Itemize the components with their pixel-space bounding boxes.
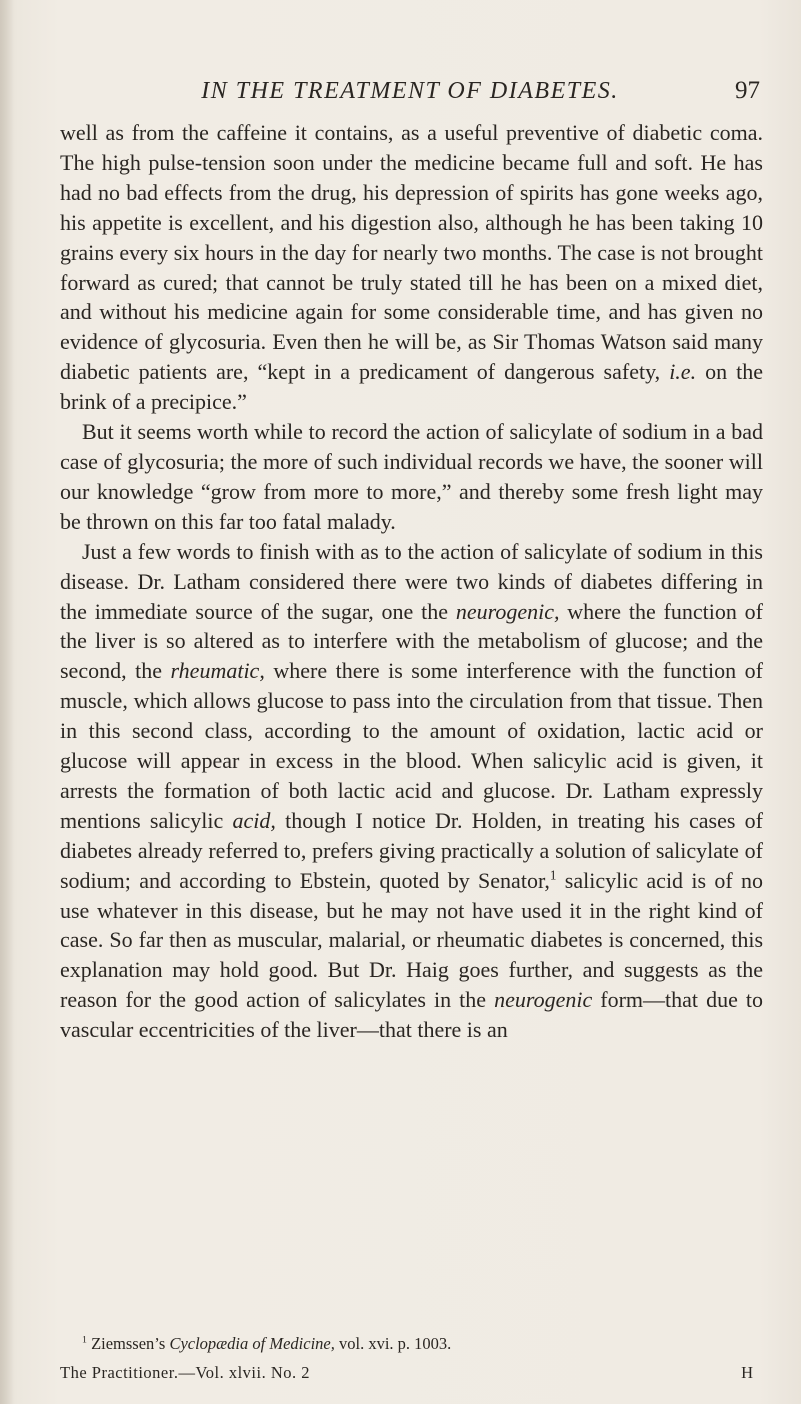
text-run: form—that due to vascular eccentricities of the liver—that there is an (60, 987, 763, 1043)
text-run: where the function of the liver is so altered as to interfere with the metabolism of glucose; and the second, the (60, 598, 764, 684)
page-number: 97 (735, 77, 760, 104)
text-run: vol. xvi. p. 1003. (334, 1334, 452, 1353)
running-head (60, 76, 760, 106)
text-run: where there is some interference with the function of muscle, which allows glucose to pass into the circulation from that tissue. Then in this second class, according to the amount of oxidation, lactic acid or glucose will appear in excess in the blood. When salicylic acid is given, it arrests the formation of both lactic acid and glucose. Dr. Latham expressly mentions salicylic (60, 658, 764, 833)
italic-text: i.e. (669, 359, 697, 385)
signature-line (60, 1361, 763, 1385)
footnote-ref: 1 (549, 867, 557, 883)
italic-text: neurogenic (494, 987, 593, 1013)
text-run: though I notice Dr. Holden, in treating his cases of diabetes already referred to, prefers giving practically a solution of salicylate of sodium; and according to Ebstein, quoted by Senator, (60, 807, 763, 893)
italic-text: acid, (232, 807, 276, 833)
text-run: Just a few words to finish with as to the action of salicylate of sodium in this disease. Dr. Latham considered there were two kinds of diabetes differing in the immediate source of the sugar, one the (60, 538, 763, 624)
body-text (60, 118, 763, 1045)
page-spine-shadow (0, 0, 14, 1404)
text-run: But it seems worth while to record the action of salicylate of sodium in a bad case of glycosuria; the more of such individual records we have, the sooner will our knowledge “grow from more to more,” and thereby some fresh light may be thrown on this far too fatal malady. (60, 419, 763, 534)
text-run: on the brink of a precipice.” (60, 359, 763, 415)
italic-text: neurogenic, (455, 598, 560, 624)
signature-journal: The Practitioner.—Vol. xlvii. No. 2 (60, 1363, 311, 1382)
paragraph (60, 118, 763, 417)
text-run: well as from the caffeine it contains, as a useful preventive of diabetic coma. The high pulse-tension soon under the medicine became full and soft. He has had no bad effects from the drug, his depression of spirits has gone weeks ago, his appetite is excellent, and his digestion also, although he has been taking 10 grains every six hours in the day for nearly two months. The case is not brought forward as cured; that cannot be truly stated till he has been on a mixed diet, and without his medicine again for some considerable time, and has given no evidence of glycosuria. Even then he will be, as Sir Thomas Watson said many diabetic patients are, “kept in a predicament of dangerous safety, (60, 120, 763, 385)
signature-mark: H (741, 1363, 753, 1382)
text-run: salicylic acid is of no use whatever in this disease, but he may not have used it in the right kind of case. So far then as muscular, malarial, or rheumatic diabetes is concerned, this explanation may hold good. But Dr. Haig goes further, and suggests as the reason for the good action of salicylates in the (60, 867, 763, 1013)
italic-text: Cyclopædia of Medicine, (169, 1334, 335, 1353)
footnote-ref: 1 (82, 1334, 87, 1346)
footnote (60, 1333, 763, 1355)
running-head-title: IN THE TREATMENT OF DIABETES. (201, 78, 619, 104)
italic-text: rheumatic, (170, 658, 265, 684)
text-run: Ziemssen’s (86, 1334, 170, 1353)
paragraph (60, 537, 763, 1045)
paragraph (60, 417, 763, 537)
